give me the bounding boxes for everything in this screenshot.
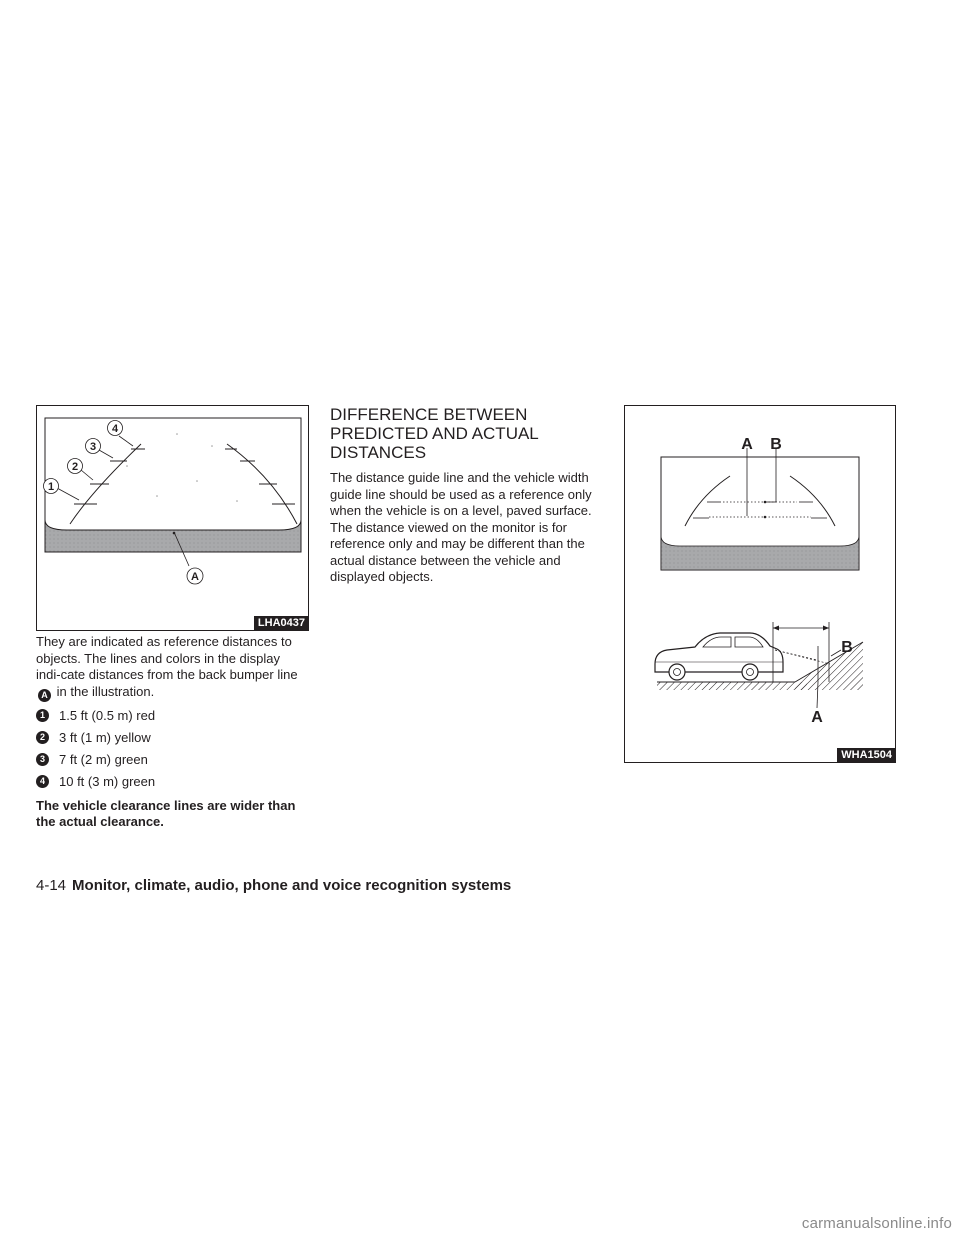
section-body: The distance guide line and the vehicle width guide line should be used as a reference only when the vehicle is on a level, paved surface. The distance viewed on the monitor is for reference only and may be different than the actual distance between the vehicle and displayed objects. bbox=[330, 470, 592, 584]
reference-distance-section bbox=[36, 634, 308, 831]
callout-3-badge: 3 bbox=[36, 753, 49, 766]
list-item-text: 3 ft (1 m) yellow bbox=[59, 729, 151, 745]
figure2-label-a-top: A bbox=[741, 436, 753, 453]
figure2-label-b-top: B bbox=[770, 436, 782, 453]
list-item-text: 7 ft (2 m) green bbox=[59, 751, 148, 767]
figure2-label-b-side: B bbox=[841, 639, 853, 656]
section-heading: DIFFERENCE BETWEEN PREDICTED AND ACTUAL DISTANCES bbox=[330, 405, 539, 462]
page-footer bbox=[36, 876, 511, 896]
figure-predicted-vs-actual bbox=[624, 405, 896, 763]
figure1-label-1: 1 bbox=[47, 481, 55, 493]
figure1-label-2: 2 bbox=[71, 461, 79, 473]
list-item-text: 10 ft (3 m) green bbox=[59, 773, 156, 789]
figure2-label-a-side: A bbox=[811, 709, 823, 726]
intro-text: They are indicated as reference distances to objects. The lines and colors in the display indi-cate distances from the back bumper line bbox=[36, 634, 298, 682]
figure2-code: WHA1504 bbox=[837, 748, 895, 762]
predicted-vs-actual-illustration bbox=[625, 406, 895, 762]
figure1-label-4: 4 bbox=[111, 423, 119, 435]
display-guidelines-illustration bbox=[37, 406, 308, 630]
list-item-text: 1.5 ft (0.5 m) red bbox=[59, 707, 156, 723]
list-item bbox=[36, 752, 308, 768]
list-item bbox=[36, 774, 308, 790]
figure1-label-3: 3 bbox=[89, 441, 97, 453]
callout-4-badge: 4 bbox=[36, 775, 49, 788]
callout-2-badge: 2 bbox=[36, 731, 49, 744]
callout-1-badge: 1 bbox=[36, 709, 49, 722]
difference-section bbox=[330, 405, 608, 586]
list-item bbox=[36, 708, 308, 724]
page-number: 4-14 bbox=[36, 877, 67, 894]
clearance-warning: The vehicle clearance lines are wider than the actual clearance. bbox=[36, 797, 296, 829]
callout-a-badge: A bbox=[38, 689, 51, 702]
intro-text-end: in the illustration. bbox=[56, 683, 155, 699]
intro-paragraph bbox=[36, 634, 308, 702]
figure1-code: LHA0437 bbox=[254, 616, 308, 630]
watermark-link[interactable]: carmanualsonline.info bbox=[801, 1215, 952, 1232]
figure1-label-a: A bbox=[191, 571, 199, 583]
figure-display-guidelines bbox=[36, 405, 309, 631]
chapter-title: Monitor, climate, audio, phone and voice recognition systems bbox=[72, 877, 512, 894]
list-item bbox=[36, 730, 308, 746]
